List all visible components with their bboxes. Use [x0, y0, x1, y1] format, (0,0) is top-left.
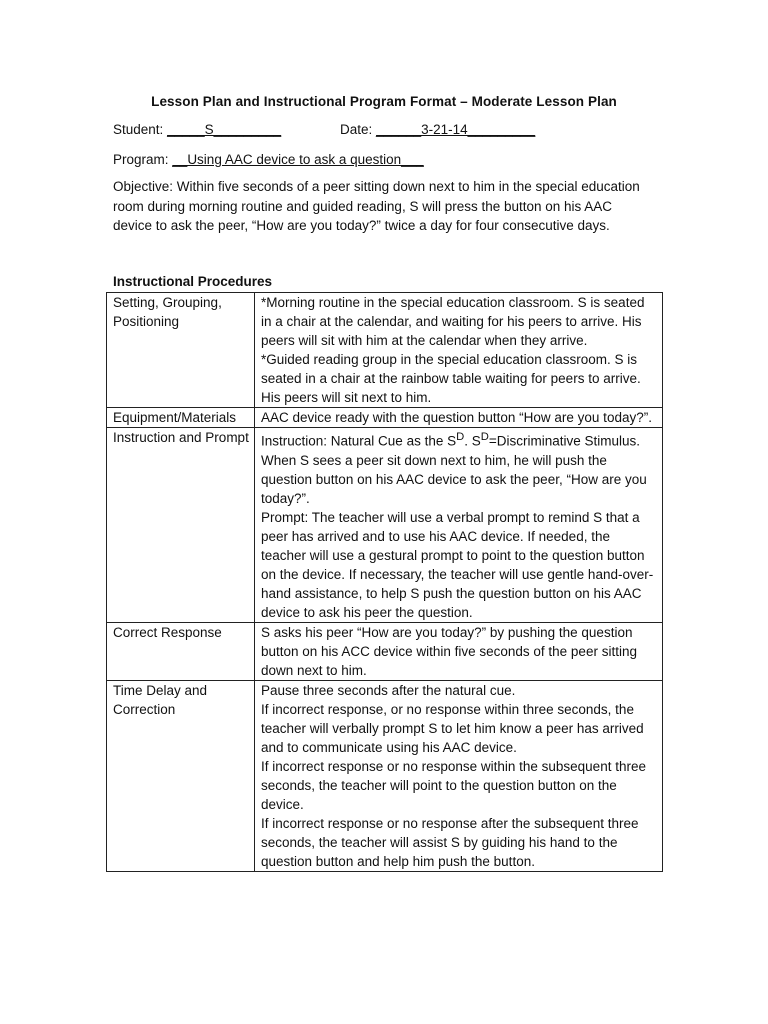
procedures-table [106, 292, 663, 872]
objective-text: Within five seconds of a peer sitting down next to him in the special education room during morning routine and guided reading, S will press the button on his AAC device to ask the peer, “How are you today?” twice a day for four consecutive days. [113, 179, 640, 233]
row-paragraph: S asks his peer “How are you today?” by pushing the question button on his ACC device within five seconds of the peer sitting down next to him. [261, 624, 637, 678]
row-content [255, 408, 663, 428]
student-label: Student: [113, 122, 164, 137]
row-label: Setting, Grouping, Positioning [107, 293, 255, 408]
table-row [107, 622, 663, 680]
prompt-paragraph: Prompt: The teacher will use a verbal prompt to remind S that a peer has arrived and to use his AAC device. If needed, the teacher will use a gestural prompt to point to the question button on the device. If necessary, the teacher will use gentle hand-over-hand assistance, to help S push the question button on his AAC device to ask his peer the question. [261, 509, 654, 620]
row-label: Equipment/Materials [107, 408, 255, 428]
program-value: __Using AAC device to ask a question___ [172, 152, 424, 167]
row-label: Instruction and Prompt [107, 428, 255, 623]
objective-paragraph [113, 177, 653, 236]
row-paragraph: *Guided reading group in the special education classroom. S is seated in a chair at the rainbow table waiting for peers to arrive. His peers will sit next to him. [261, 352, 641, 405]
row-paragraph: AAC device ready with the question button “How are you today?”. [261, 410, 652, 425]
instruction-post: =Discriminative Stimulus. When S sees a peer sit down next to him, he will push the question button on his AAC device to ask the peer, “How are you today?”. [261, 433, 647, 506]
row-content [255, 680, 663, 871]
program-line [113, 152, 424, 167]
table-row [107, 293, 663, 408]
date-label: Date: [340, 122, 373, 137]
row-label: Correct Response [107, 622, 255, 680]
student-value: _____S_________ [167, 122, 282, 137]
row-paragraph: If incorrect response, or no response within three seconds, the teacher will verbally prompt S to let him know a peer has arrived and to communicate using his AAC device. [261, 701, 644, 755]
row-paragraph: *Morning routine in the special education classroom. S is seated in a chair at the calendar, and waiting for his peers to arrive. His peers will sit with him at the calendar when they arrive. [261, 295, 645, 348]
student-line [113, 122, 281, 137]
instruction-paragraph [261, 428, 657, 508]
superscript-d: D [456, 431, 465, 443]
date-value: ______3-21-14_________ [376, 122, 536, 137]
page-title: Lesson Plan and Instructional Program Format – Moderate Lesson Plan [151, 94, 617, 109]
row-content [255, 428, 663, 623]
table-row [107, 408, 663, 428]
date-line [340, 122, 535, 137]
row-paragraph: Pause three seconds after the natural cue. [261, 682, 516, 698]
procedures-heading: Instructional Procedures [113, 274, 273, 289]
table-row [107, 680, 663, 871]
row-label: Time Delay and Correction [107, 680, 255, 871]
objective-label: Objective: [113, 179, 174, 194]
superscript-d: D [480, 431, 489, 443]
table-row [107, 428, 663, 623]
row-content [255, 622, 663, 680]
instruction-pre: Instruction: Natural Cue as the S [261, 433, 457, 449]
instruction-mid: . S [464, 433, 481, 449]
row-content [255, 293, 663, 408]
program-label: Program: [113, 152, 169, 167]
row-paragraph: If incorrect response or no response within the subsequent three seconds, the teacher will point to the question button on the device. [261, 758, 646, 812]
row-paragraph: If incorrect response or no response after the subsequent three seconds, the teacher will assist S by guiding his hand to the question button and help him push the button. [261, 815, 639, 869]
